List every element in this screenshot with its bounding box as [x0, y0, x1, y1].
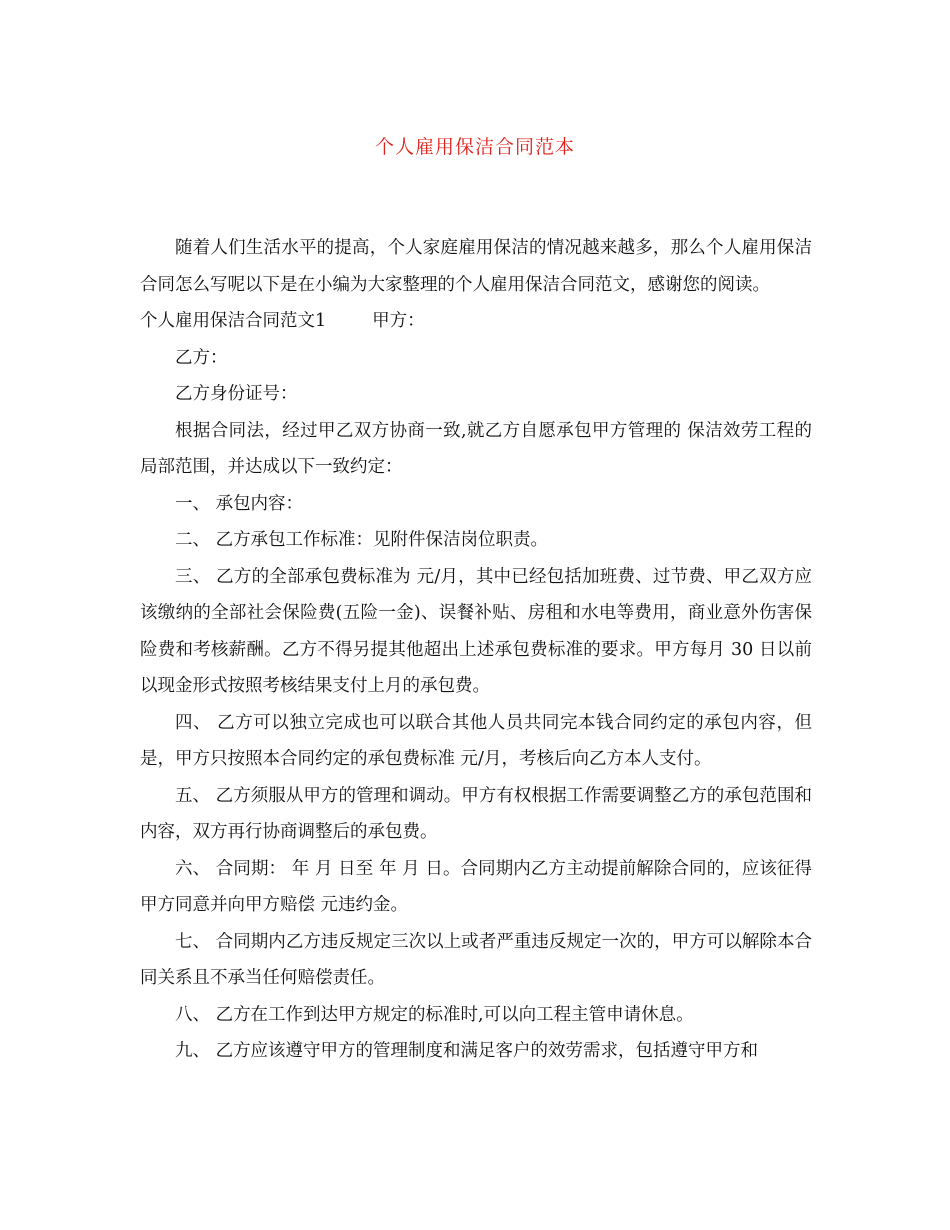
sample-heading: 个人雇用保洁合同范文1 — [140, 311, 327, 331]
clause-1: 一、 承包内容： — [175, 493, 304, 514]
clause-8: 八、 乙方在工作到达甲方规定的标准时,可以向工程主管申请休息。 — [175, 1004, 694, 1025]
party-b-label: 乙方： — [175, 347, 228, 368]
party-a-label: 甲方： — [372, 311, 425, 331]
clause-7: 七、 合同期内乙方违反规定三次以上或者严重违反规定一次的，甲方可以解除本合同关系且不承当任何赔偿责任。 — [140, 931, 812, 988]
clause-9: 九、 乙方应该遵守甲方的管理制度和满足客户的效劳需求，包括遵守甲方和 — [175, 1041, 759, 1061]
preamble-paragraph: 根据合同法，经过甲乙双方协商一致,就乙方自愿承包甲方管理的 保洁效劳工程的局部范围，并达成以下一致约定： — [140, 420, 812, 477]
clause-3: 三、 乙方的全部承包费标准为 元/月，其中已经包括加班费、过节费、甲乙双方应该缴纳的全部社会保险费(五险一金)、误餐补贴、房租和水电等费用，商业意外伤害保险费和考核薪酬。乙方不得另提其他超出上述承包费标准的要求。甲方每月 30 日以前以现金形式按照考核结果支付上月的承包费。 — [140, 566, 812, 696]
sample-heading-line — [140, 303, 812, 340]
clause-6: 六、 合同期： 年 月 日至 年 月 日。合同期内乙方主动提前解除合同的，应该征得甲方同意并向甲方赔偿 元违约金。 — [140, 858, 812, 915]
document-body — [140, 230, 812, 1070]
clause-4: 四、 乙方可以独立完成也可以联合其他人员共同完本钱合同约定的承包内容，但是，甲方只按照本合同约定的承包费标准 元/月，考核后向乙方本人支付。 — [140, 712, 812, 769]
clause-2: 二、 乙方承包工作标准：见附件保洁岗位职责。 — [175, 530, 549, 550]
party-b-id-label: 乙方身份证号： — [175, 384, 298, 404]
document-title: 个人雇用保洁合同范本 — [374, 136, 575, 158]
intro-paragraph: 随着人们生活水平的提高，个人家庭雇用保洁的情况越来越多，那么个人雇用保洁合同怎么写呢以下是在小编为大家整理的个人雇用保洁合同范文，感谢您的阅读。 — [140, 238, 812, 295]
clause-5: 五、 乙方须服从甲方的管理和调动。甲方有权根据工作需要调整乙方的承包范围和内容，双方再行协商调整后的承包费。 — [140, 785, 812, 842]
